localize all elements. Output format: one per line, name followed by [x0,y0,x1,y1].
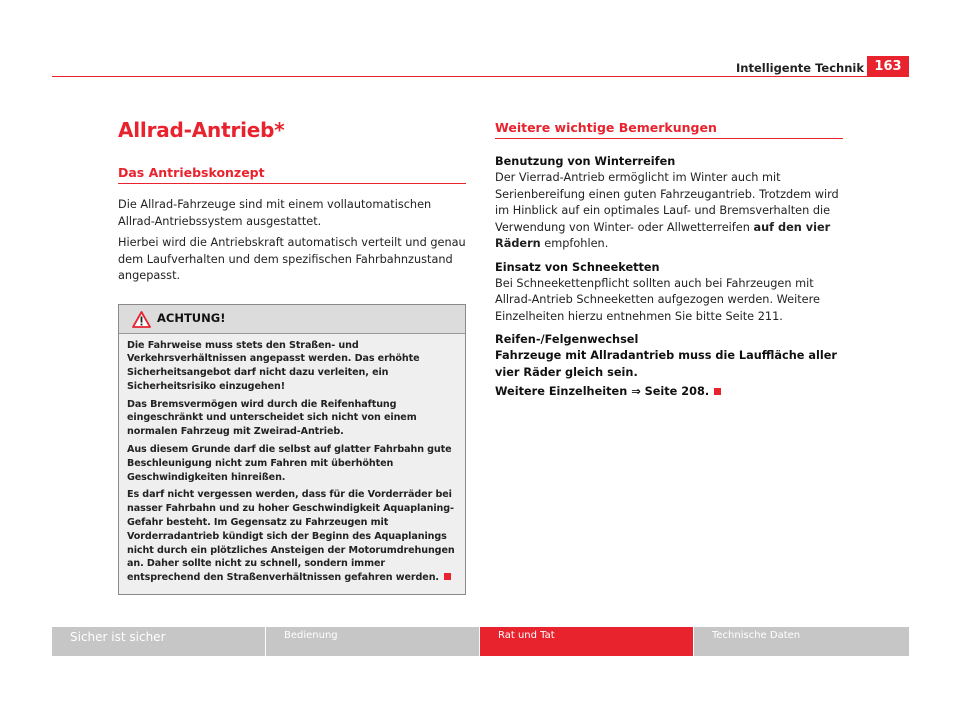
section-heading-bemerkungen: Weitere wichtige Bemerkungen [495,120,843,139]
tab-bedienung[interactable]: Bedienung [266,627,480,656]
right-column [495,120,843,401]
paragraph: Die Allrad-Fahrzeuge sind mit einem vollautomatischen Allrad-Antriebssystem ausgestattet. [118,198,432,228]
cross-reference-label: Weitere Einzelheiten [495,385,628,398]
warning-paragraph: Aus diesem Grunde darf die selbst auf glatter Fahrbahn gute Beschleunigung nicht zum Fahren mit überhöhten Geschwindigkeiten hinreißen. [127,444,452,483]
subheading-schneeketten: Einsatz von Schneeketten [495,260,660,274]
warning-body [119,334,465,595]
chapter-nav [52,627,909,656]
warning-box [118,304,466,596]
warning-paragraph-last [127,488,457,585]
left-column [118,118,466,595]
winter-text: Der Vierrad-Antrieb ermöglicht im Winter auch mit Serienbereifung einen guten Fahrzeugantrieb. Trotzdem wird im Hinblick auf ein optimales Lauf- und Bremsverhalten die Verwendung von Winter- oder Allwetterreifen [495,171,839,234]
paragraph: Hierbei wird die Antriebskraft automatisch verteilt und genau dem Laufverhalten und dem spezifischen Fahrbahnzustand angepasst. [118,236,466,282]
warning-triangle-icon [132,311,151,328]
header-rule [52,76,909,77]
warning-paragraph-text: Es darf nicht vergessen werden, dass für die Vorderräder bei nasser Fahrbahn und zu hoher Geschwindigkeit Aquaplaning-Gefahr besteht. Im Gegensatz zu Fahrzeugen mit Vorderradantrieb kündigt sich der Beginn des Aquaplanings nicht durch ein plötzliches Ansteigen der Motorumdrehungen an. Daher sollte nicht zu schnell, sondern immer entsprechend den Straßenverhältnissen gefahren werden. [127,489,455,584]
end-marker-icon [714,388,721,395]
cross-reference-page[interactable]: Seite 208. [644,385,710,398]
warning-paragraph: Die Fahrweise muss stets den Straßen- und Verkehrsverhältnissen angepasst werden. Das erhöhte Sicherheitsangebot darf nicht dazu verleiten, ein Sicherheitsrisiko einzugehen! [127,339,420,392]
tab-sicher-ist-sicher[interactable]: Sicher ist sicher [52,627,266,656]
warning-paragraph: Das Bremsvermögen wird durch die Reifenhaftung eingeschränkt und unterscheidet sich nicht von einem normalen Fahrzeug mit Zweirad-Antrieb. [127,398,417,438]
warning-title: ACHTUNG! [157,310,226,325]
winter-bold-text: auf den vier Rädern [495,220,831,250]
warning-header [119,305,465,334]
paragraph-winterreifen [495,170,843,253]
winter-end-text: empfohlen. [544,237,609,250]
arrow-right-icon: ⇒ [631,385,641,398]
tab-technische-daten[interactable]: Technische Daten [694,627,909,656]
end-marker-icon [444,573,451,580]
subheading-felgenwechsel: Reifen-/Felgenwechsel [495,333,639,346]
cross-reference [495,384,843,401]
paragraph-schneeketten: Bei Schneekettenpflicht sollten auch bei Fahrzeugen mit Allrad-Antrieb Schneeketten aufgezogen werden. Weitere Einzelheiten hierzu entnehmen Sie bitte Seite 211. [495,276,820,323]
running-header: Intelligente Technik [735,61,864,75]
subheading-winterreifen: Benutzung von Winterreifen [495,155,676,168]
page-number: 163 [867,56,909,77]
section-heading-antriebskonzept: Das Antriebskonzept [118,165,466,184]
page-title: Allrad-Antrieb* [118,118,285,142]
tab-rat-und-tat[interactable]: Rat und Tat [480,627,694,656]
paragraph-felgenwechsel: Fahrzeuge mit Allradantrieb muss die Lauffläche aller vier Räder gleich sein. [495,349,837,379]
